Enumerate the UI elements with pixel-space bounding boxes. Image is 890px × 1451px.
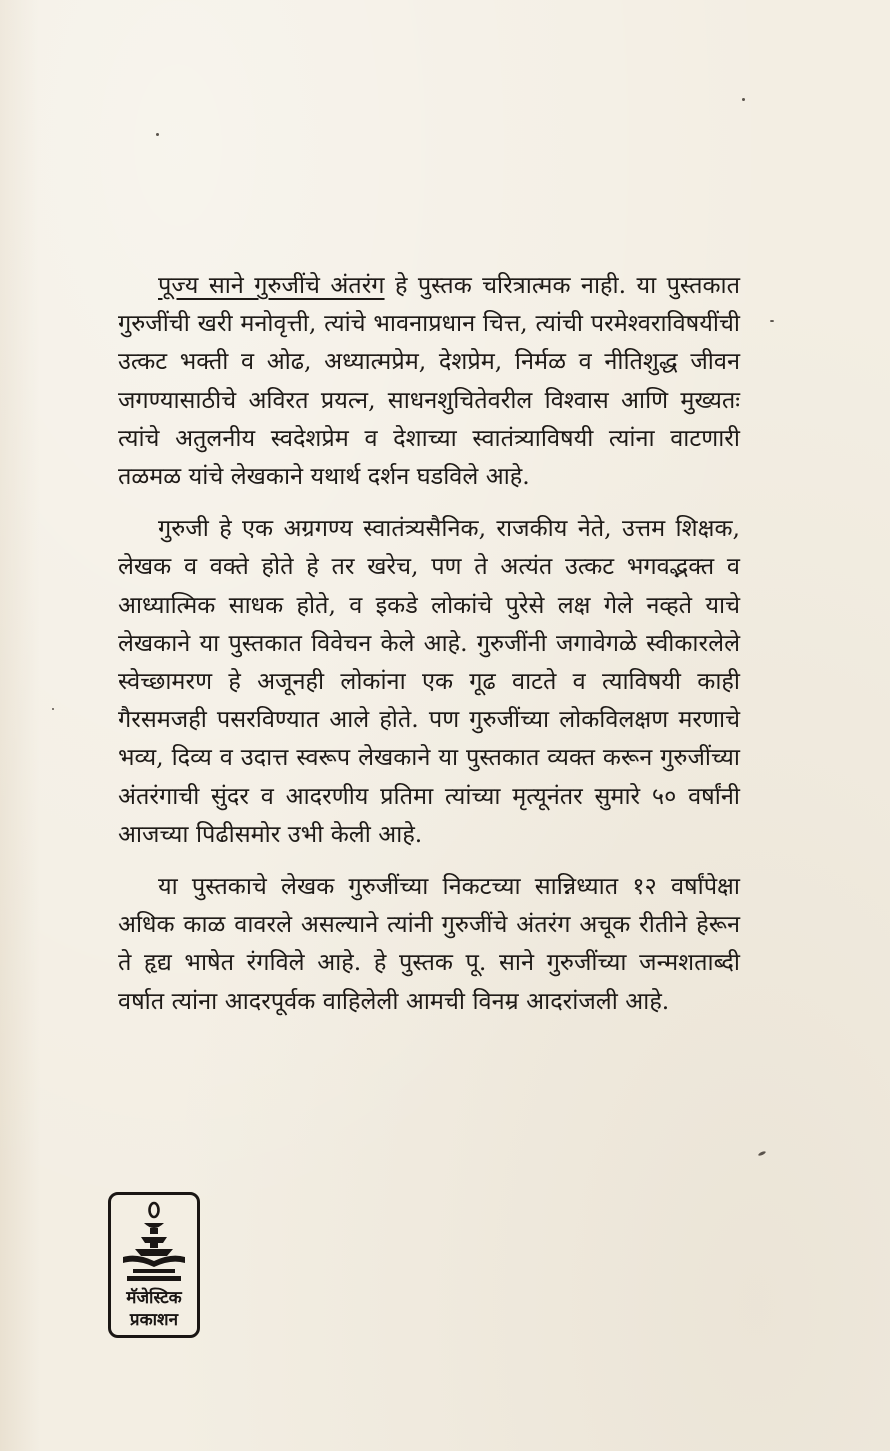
blurb-paragraph-1 — [118, 266, 740, 495]
blurb-paragraph-2: गुरुजी हे एक अग्रगण्य स्वातंत्र्यसैनिक, राजकीय नेते, उत्तम शिक्षक, लेखक व वक्ते होते हे तर खरेच, पण ते अत्यंत उत्कट भगवद्भक्त व आध्यात्मिक साधक होते, व इकडे लोकांचे पुरेसे लक्ष गेले नव्हते याचे लेखकाने या पुस्तकात विवेचन केले आहे. गुरुजींनी जगावेगळे स्वीकारलेले स्वेच्छामरण हे अजूनही लोकांना एक गूढ वाटते व त्याविषयी काही गैरसमजही पसरविण्यात आले होते. पण गुरुजींच्या लोकविलक्षण मरणाचे भव्य, दिव्य व उदात्त स्वरूप लेखकाने या पुस्तकात व्यक्त करून गुरुजींच्या अंतरंगाची सुंदर व आदरणीय प्रतिमा त्यांच्या मृत्यूनंतर सुमारे ५० वर्षांनी आजच्या पिढीसमोर उभी केली आहे. — [118, 514, 740, 848]
blurb-paragraph-1-text: हे पुस्तक चरित्रात्मक नाही. या पुस्तकात गुरुजींची खरी मनोवृत्ती, त्यांचे भावनाप्रधान चित्त, त्यांची परमेश्वराविषयींची उत्कट भक्ती व ओढ, अध्यात्मप्रेम, देशप्रेम, निर्मळ व नीतिशुद्ध जीवन जगण्यासाठीचे अविरत प्रयत्न, साधनशुचितेवरील विश्वास आणि मुख्यतः त्यांचे अतुलनीय स्वदेशप्रेम व देशाच्या स्वातंत्र्याविषयी त्यांना वाटणारी तळमळ यांचे लेखकाने यथार्थ दर्शन घडविले आहे. — [118, 271, 740, 491]
lamp-icon — [117, 1199, 191, 1285]
paper-speck — [52, 708, 54, 710]
publisher-name-line-1: मॅजेस्टिक — [126, 1288, 182, 1308]
paper-speck — [770, 320, 774, 322]
blurb-paragraph-3: या पुस्तकाचे लेखक गुरुजींच्या निकटच्या सान्निध्यात १२ वर्षांपेक्षा अधिक काळ वावरले असल्याने त्यांनी गुरुजींचे अंतरंग अचूक रीतीने हेरून ते हृद्य भाषेत रंगविले आहे. हे पुस्तक पू. साने गुरुजींच्या जन्मशताब्दी वर्षात त्यांना आदरपूर्वक वाहिलेली आमची विनम्र आदरांजली आहे. — [118, 872, 740, 1015]
blurb-text — [118, 266, 740, 1034]
paper-speck — [758, 1150, 767, 1156]
publisher-name-line-2: प्रकाशन — [129, 1310, 179, 1330]
paper-speck — [156, 133, 159, 136]
paper-speck — [742, 98, 745, 101]
publisher-logo — [108, 1192, 200, 1338]
book-title: पूज्य साने गुरुजींचे अंतरंग — [158, 271, 385, 299]
